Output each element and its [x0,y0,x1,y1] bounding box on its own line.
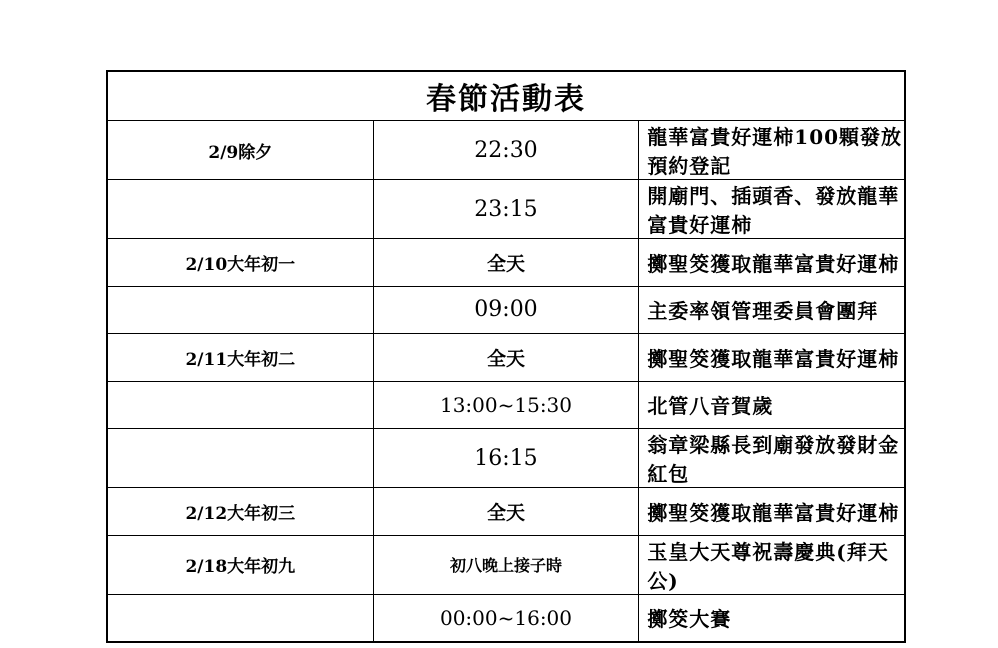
time-cell: 00:00~16:00 [373,594,639,642]
table-row [108,594,905,642]
table-row [108,381,905,429]
table-row [108,488,905,536]
date-cell: 2/9除夕 [108,121,374,180]
table-row [108,286,905,334]
date-cell: 2/12大年初三 [108,488,374,536]
time-cell: 09:00 [373,286,639,334]
event-cell: 擲聖筊獲取龍華富貴好運柿 [639,334,905,382]
table-row [108,429,905,488]
event-cell: 北管八音賀歲 [639,381,905,429]
time-cell: 16:15 [373,429,639,488]
event-cell: 擲聖筊獲取龍華富貴好運柿 [639,239,905,287]
time-cell: 全天 [373,488,639,536]
time-cell: 22:30 [373,121,639,180]
table-title: 春節活動表 [108,72,905,121]
date-cell: 2/11大年初二 [108,334,374,382]
time-cell: 13:00~15:30 [373,381,639,429]
event-cell: 主委率領管理委員會團拜 [639,286,905,334]
event-cell: 開廟門、插頭香、發放龍華富貴好運柿 [639,180,905,239]
table-row [108,121,905,180]
table-row [108,239,905,287]
schedule-table [107,71,905,642]
time-cell: 23:15 [373,180,639,239]
event-cell: 擲筊大賽 [639,594,905,642]
title-row [108,72,905,121]
date-cell [108,429,374,488]
table-row [108,334,905,382]
event-cell: 擲聖筊獲取龍華富貴好運柿 [639,488,905,536]
date-cell: 2/10大年初一 [108,239,374,287]
table-row [108,535,905,594]
event-cell: 龍華富貴好運柿100顆發放預約登記 [639,121,905,180]
event-cell: 玉皇大天尊祝壽慶典(拜天公) [639,535,905,594]
date-cell [108,381,374,429]
date-cell [108,286,374,334]
date-cell: 2/18大年初九 [108,535,374,594]
time-cell: 全天 [373,334,639,382]
event-cell: 翁章梁縣長到廟發放發財金紅包 [639,429,905,488]
time-cell: 初八晚上接子時 [373,535,639,594]
date-cell [108,594,374,642]
time-cell: 全天 [373,239,639,287]
schedule-sheet [106,70,906,643]
date-cell [108,180,374,239]
table-row [108,180,905,239]
